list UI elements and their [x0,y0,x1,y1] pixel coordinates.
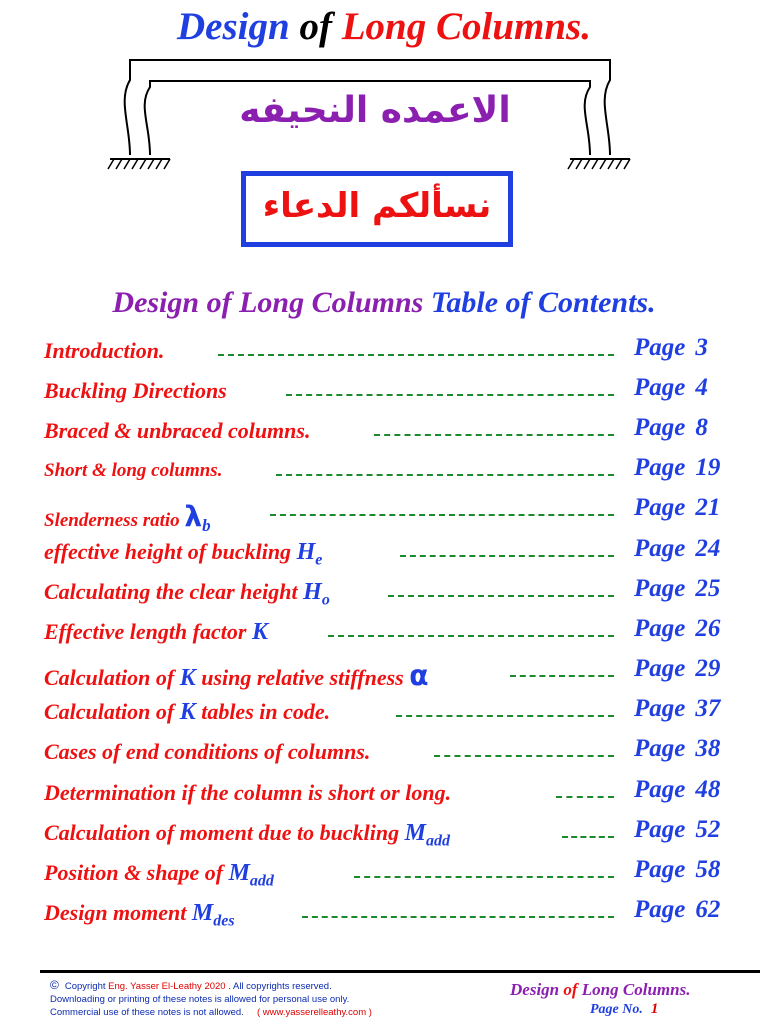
toc-row-design-moment[interactable] [44,896,744,934]
toc-entry-label: Calculation of moment due to buckling $M_{add}$ [44,820,450,850]
toc-entry-label: Determination if the column is short or long. [44,780,452,805]
prayer-text: نسألكم الدعاء [262,186,492,226]
footer-rule [40,970,760,973]
toc-row-position-shape[interactable] [44,856,744,894]
toc-page-ref: Page 58 [634,856,721,883]
toc-row-slenderness[interactable] [44,494,744,535]
title-design: Design [177,5,290,48]
title-long-columns: Long Columns. [341,5,591,48]
toc-leader [286,394,614,396]
toc-entry-label: Effective length factor K [44,619,268,645]
toc-page-ref: Page 24 [634,535,721,562]
toc-heading-long-columns: Long Columns [239,286,424,319]
lambda-symbol: λ [184,500,203,533]
arabic-title: الاعمده النحيفه [239,90,511,131]
toc-entry-label: effective height of buckling $H_e$ [44,539,323,569]
toc-heading-design: Design [112,286,200,319]
toc-page-ref: Page 21 [634,494,721,521]
toc-heading [0,283,768,323]
toc-leader [276,474,614,476]
toc-row-buckling-directions[interactable] [44,374,744,412]
toc-page-ref: Page 3 [634,334,708,361]
toc-page-ref: Page 19 [634,454,721,481]
toc-row-end-conditions[interactable] [44,735,744,773]
toc-entry-label: Short & long columns. [44,460,223,481]
toc-row-effective-height[interactable] [44,535,744,573]
website-link[interactable]: ( www.yasserelleathy.com ) [257,1007,372,1018]
toc-leader [374,434,614,436]
toc-page-ref: Page 29 [634,655,721,682]
toc-entry-label: Design moment $M_{des}$ [44,900,235,930]
footer-page-number: Page No. 1 [590,1001,659,1017]
page-title [0,4,768,50]
toc-heading-table-of-contents: Table of Contents. [430,286,656,319]
toc-row-k-tables[interactable] [44,695,744,733]
toc-page-ref: Page 37 [634,695,721,722]
toc-row-short-long[interactable] [44,454,744,492]
footer-doc-title: Design of Long Columns. [510,980,691,999]
footer-copyright: © Copyright Eng. Yasser El-Leathy 2020 . All copyrights reserved. Downloading or printing of these notes is allowed for personal use only. Commercial use of these notes is not allowed. ( www.yasserelleathy.com ) [50,978,372,1018]
toc-leader [556,796,614,798]
toc-page-ref: Page 62 [634,896,721,923]
toc-page-ref: Page 4 [634,374,708,401]
toc-row-effective-length-factor[interactable] [44,615,744,653]
toc-entry-label: Cases of end conditions of columns. [44,739,371,764]
toc-heading-of: of [206,286,232,319]
copyright-icon: © [50,978,59,992]
toc-leader [434,755,614,757]
toc-leader [270,514,614,516]
toc-leader [354,876,614,878]
toc-entry-label: Position & shape of $M_{add}$ [44,860,274,890]
toc-row-introduction[interactable] [44,334,744,372]
toc-page-ref: Page 26 [634,615,721,642]
toc-page-ref: Page 8 [634,414,708,441]
toc-page-ref: Page 38 [634,735,721,762]
toc-row-moment-buckling[interactable] [44,816,744,854]
toc-page-ref: Page 48 [634,776,721,803]
toc-entry-label: Introduction. [44,338,165,363]
toc-entry-label: Calculating the clear height $H_o$ [44,579,330,609]
toc-row-short-or-long[interactable] [44,776,744,814]
toc-row-braced-unbraced[interactable] [44,414,744,452]
toc-leader [396,715,614,717]
toc-entry-label: Slenderness ratio $\lambda_b$ [44,500,211,535]
toc-leader [302,916,614,918]
toc-row-k-relative-stiffness[interactable] [44,655,744,693]
toc-leader [388,595,614,597]
toc-leader [400,555,614,557]
toc-entry-label: Calculation of K tables in code. [44,699,331,725]
alpha-symbol: α [409,659,429,692]
author-name: Eng. Yasser El-Leathy [108,981,202,992]
toc-page-ref: Page 52 [634,816,721,843]
toc-entry-label: Braced & unbraced columns. [44,418,311,443]
toc-leader [328,635,614,637]
toc-leader [510,675,614,677]
toc-entry-label: Buckling Directions [44,378,227,403]
toc-leader [562,836,614,838]
toc-page-ref: Page 25 [634,575,721,602]
toc-entry-label: Calculation of K using relative stiffness α [44,659,429,692]
toc-leader [218,354,614,356]
toc-row-clear-height[interactable] [44,575,744,613]
title-of: of [299,5,332,48]
